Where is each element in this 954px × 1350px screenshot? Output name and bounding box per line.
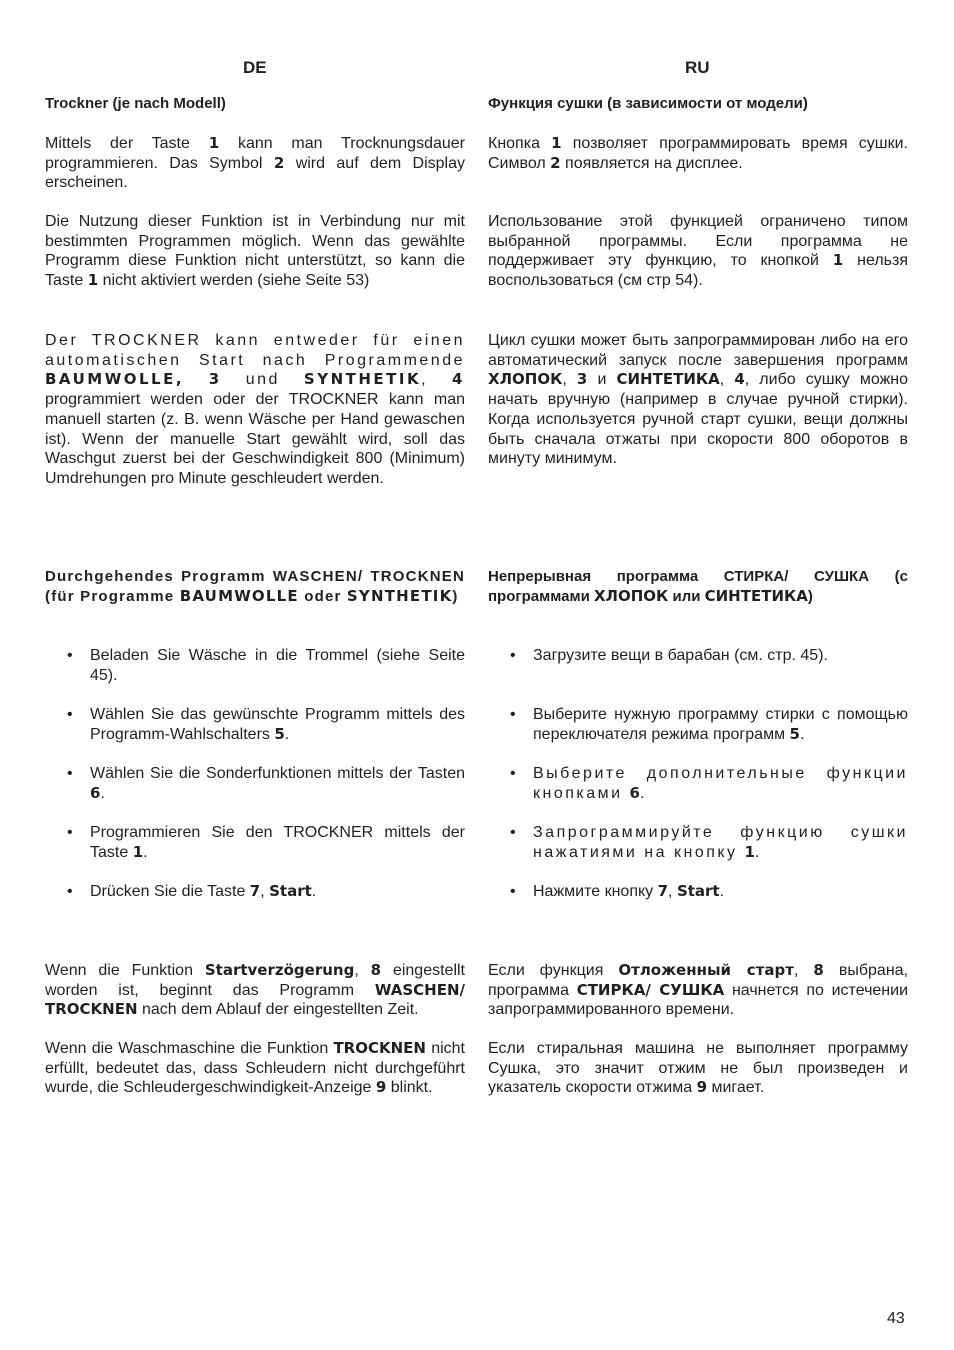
delay-start-paragraph: Если функция Отложенный старт, 8 выбрана, программа СТИРКА/ СУШКА начнется по истечении запрограммированного времени. xyxy=(488,961,909,1019)
list-item: • Нажмите кнопку 7, Start. xyxy=(488,882,908,902)
dryer-paragraph-3: Der TROCKNER kann entweder für einen automatischen Start nach Programmende BAUMWOLLE, 3 und SYNTHETIK, 4 programmiert werden oder der TROCKNER kann man manuell starten (z. B. wenn Wäsche per Hand gewaschen ist). Wenn der manuelle Start gewählt wird, soll das Waschgut zuerst bei der Geschwindigkeit 800 (Minimum) Umdrehungen pro Minute geschleudert werden. xyxy=(45,332,465,487)
column-heading-ru: RU xyxy=(685,58,710,77)
dryer-paragraph-2: Die Nutzung dieser Funktion ist in Verbindung nur mit bestimmten Programmen möglich. Wenn das gewählte Programm diese Funktion nicht unterstützt, so kann die Taste 1 nicht aktiviert werden (siehe Seite 53) xyxy=(45,213,465,290)
dryer-heading: Trockner (je nach Modell) xyxy=(45,95,226,112)
dryer-paragraph-2: Использование этой функцией ограничено типом выбранной программы. Если программа не поддерживает эту функцию, то кнопкой 1 нельзя воспользоваться (см стр 54). xyxy=(488,213,908,290)
no-dry-paragraph: Wenn die Waschmaschine die Funktion TROCKNEN nicht erfüllt, bedeutet das, dass Schleudern nicht durchgeführt wurde, die Schleudergeschwindigkeit-Anzeige 9 blinkt. xyxy=(45,1039,465,1097)
delay-start-paragraph: Wenn die Funktion Startverzögerung, 8 eingestellt worden ist, beginnt das Programm WASCHEN/ TROCKNEN nach dem Ablauf der eingestellten Zeit. xyxy=(45,961,466,1019)
list-item: • Drücken Sie die Taste 7, Start. xyxy=(45,882,465,902)
dryer-paragraph-1: Mittels der Taste 1 kann man Trocknungsdauer programmieren. Das Symbol 2 wird auf dem Display erscheinen. xyxy=(45,134,465,192)
dryer-paragraph-1: Кнопка 1 позволяет программировать время сушки. Символ 2 появляется на дисплее. xyxy=(488,134,908,172)
list-item: • Загрузите вещи в барабан (см. стр. 45). xyxy=(488,646,908,666)
no-dry-paragraph: Если стиральная машина не выполняет программу Сушка, это значит отжим не был произведен и указатель скорости отжима 9 мигает. xyxy=(488,1040,908,1097)
continuous-program-heading: Durchgehendes Programm WASCHEN/ TROCKNEN (für Programme BAUMWOLLE oder SYNTHETIK) xyxy=(45,568,465,605)
list-item: • Beladen Sie Wäsche in die Trommel (siehe Seite 45). xyxy=(45,646,465,685)
list-item: • Programmieren Sie den TROCKNER mittels der Taste 1. xyxy=(45,823,465,862)
page-number: 43 xyxy=(887,1310,905,1327)
dryer-heading: Функция сушки (в зависимости от модели) xyxy=(488,95,808,112)
list-item: • Запрограммируйте функцию сушки нажатиями на кнопку 1. xyxy=(488,823,908,862)
list-item: • Выберите нужную программу стирки с помощью переключателя режима программ 5. xyxy=(488,705,908,744)
column-heading-de: DE xyxy=(243,58,267,77)
list-item: • Wählen Sie das gewünschte Programm mittels des Programm-Wahlschalters 5. xyxy=(45,705,465,744)
list-item: • Wählen Sie die Sonderfunktionen mittels der Tasten 6. xyxy=(45,764,465,803)
dryer-paragraph-3: Цикл сушки может быть запрограммирован либо на его автоматический запуск после завершения программ ХЛОПОК, 3 и СИНТЕТИКА, 4, либо сушку можно начать вручную (например в случае ручной стирки). Когда используется ручной старт сушки, вещи должны быть сначала отжаты при скорости 800 оборотов в минуту минимум. xyxy=(488,332,909,468)
continuous-program-heading: Непрерывная программа СТИРКА/ СУШКА (с программами ХЛОПОК или СИНТЕТИКА) xyxy=(488,568,908,605)
list-item: • Выберите дополнительные функции кнопками 6. xyxy=(488,764,908,803)
